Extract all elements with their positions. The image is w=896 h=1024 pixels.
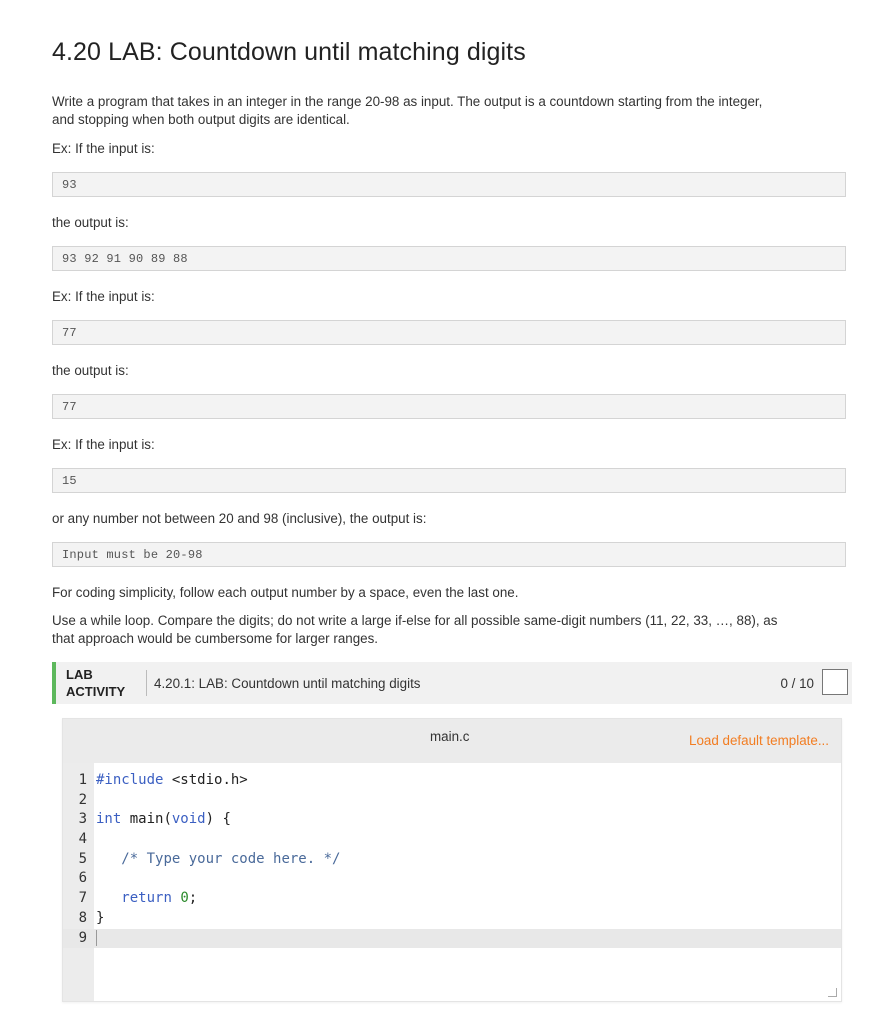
example-label: Ex: If the input is: — [52, 437, 155, 452]
lab-activity-tag: LAB ACTIVITY — [66, 667, 126, 699]
load-default-template-link[interactable]: Load default template... — [689, 733, 829, 748]
code-line — [63, 771, 841, 791]
line-number: 4 — [78, 831, 87, 848]
code-line — [63, 869, 841, 889]
line-number: 8 — [78, 909, 87, 926]
code-line — [63, 909, 841, 929]
example-label: or any number not between 20 and 98 (inclusive), the output is: — [52, 511, 427, 526]
intro-text: Write a program that takes in an integer in the range 20-98 as input. The output is a countdown starting from the integer, and stopping when both output digits are identical. — [52, 94, 763, 127]
editor-panel — [52, 704, 852, 1024]
divider — [146, 670, 147, 696]
line-number: 7 — [78, 890, 87, 907]
example-output-box: 77 — [52, 394, 846, 419]
line-number: 3 — [78, 811, 87, 828]
code-line — [63, 889, 841, 909]
code-line — [63, 810, 841, 830]
example-label: Ex: If the input is: — [52, 289, 155, 304]
example-output-box: 93 92 91 90 89 88 — [52, 246, 846, 271]
lab-activity-title: 4.20.1: LAB: Countdown until matching digits — [154, 676, 421, 691]
code-text: #include <stdio.h> — [96, 772, 248, 788]
code-text: /* Type your code here. */ — [121, 850, 341, 867]
line-number: 5 — [78, 850, 87, 867]
note-text: For coding simplicity, follow each output number by a space, even the last one. — [52, 585, 519, 600]
example-label: Ex: If the input is: — [52, 141, 155, 156]
code-text: } — [96, 909, 105, 926]
example-input-box: 93 — [52, 172, 846, 197]
example-label: the output is: — [52, 215, 129, 230]
file-name: main.c — [430, 729, 470, 744]
code-editor[interactable] — [62, 718, 842, 1002]
code-line — [63, 850, 841, 870]
example-input-box: 77 — [52, 320, 846, 345]
example-label: the output is: — [52, 363, 129, 378]
line-number: 9 — [78, 929, 87, 946]
line-number: 2 — [78, 791, 87, 808]
page-title: 4.20 LAB: Countdown until matching digits — [52, 38, 526, 66]
resize-handle-icon[interactable] — [828, 988, 837, 997]
lab-activity-header — [52, 662, 852, 704]
line-number: 6 — [78, 870, 87, 887]
lab-score: 0 / 10 — [780, 676, 814, 691]
note-text: Use a while loop. Compare the digits; do not write a large if-else for all possible same-digit numbers (11, 22, 33, …, 88), as that approach would be cumbersome for larger ranges. — [52, 613, 778, 646]
example-output-box: Input must be 20-98 — [52, 542, 846, 567]
code-text: return 0; — [121, 890, 198, 907]
line-number: 1 — [78, 772, 87, 788]
editor-header — [63, 719, 841, 763]
code-line — [63, 791, 841, 811]
example-input-box: 15 — [52, 468, 846, 493]
text-cursor — [96, 929, 97, 949]
code-text: int main(void) { — [96, 811, 231, 828]
code-line — [63, 830, 841, 850]
completion-checkbox-icon — [822, 669, 848, 695]
code-line-active — [63, 929, 841, 949]
code-area[interactable] — [63, 771, 841, 948]
